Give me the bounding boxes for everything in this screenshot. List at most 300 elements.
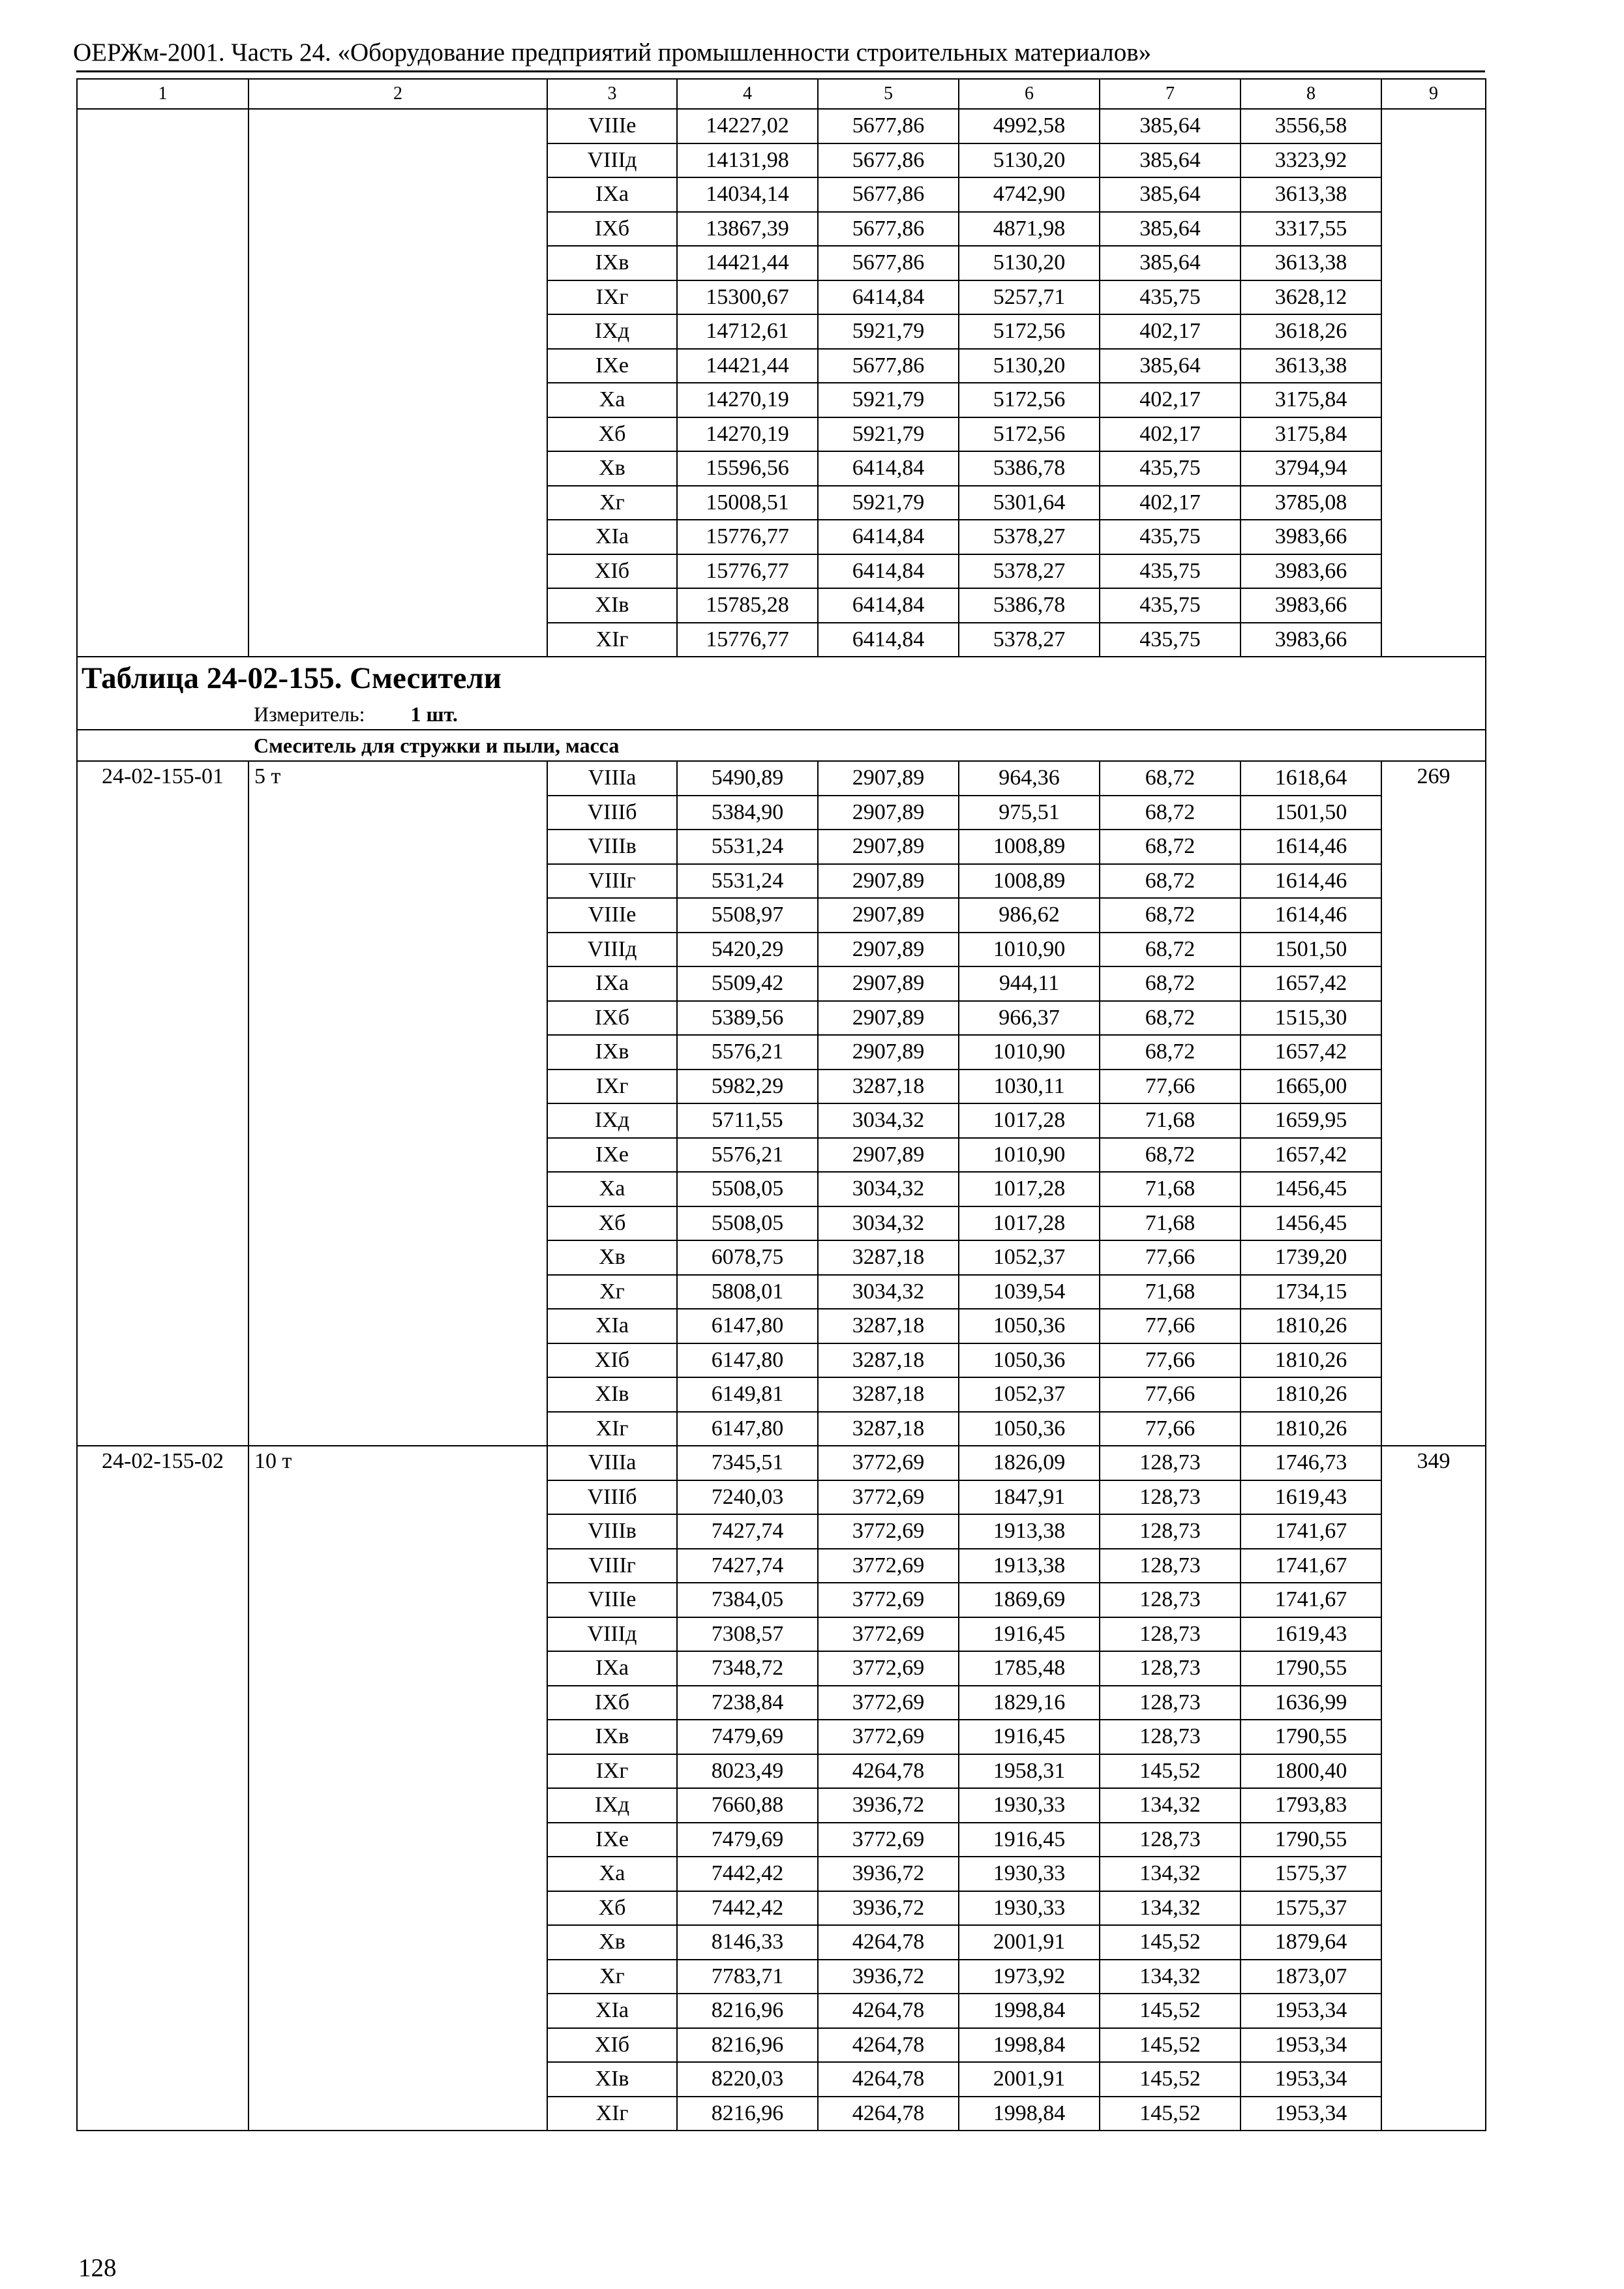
table-cell: 1790,55	[1241, 1651, 1381, 1686]
table-cell: 2907,89	[818, 796, 959, 830]
table-cell: 2907,89	[818, 1138, 959, 1173]
table-cell: 68,72	[1100, 830, 1241, 864]
table-cell: 435,75	[1100, 451, 1241, 486]
table-cell: 68,72	[1100, 796, 1241, 830]
table-cell: 3772,69	[818, 1686, 959, 1720]
table-cell: Xг	[547, 1275, 677, 1309]
table-cell: 1017,28	[959, 1172, 1100, 1206]
table-cell: 3794,94	[1241, 451, 1381, 486]
table-cell: 3556,58	[1241, 109, 1381, 143]
table-cell: 1873,07	[1241, 1960, 1381, 1994]
table-cell: VIIIв	[547, 830, 677, 864]
table-cell: 8216,96	[677, 2097, 818, 2131]
table-cell: VIIIб	[547, 796, 677, 830]
table-cell: 3772,69	[818, 1651, 959, 1686]
name-cell	[248, 109, 547, 657]
table-cell: 6147,80	[677, 1309, 818, 1343]
table-cell: 134,32	[1100, 1960, 1241, 1994]
table-cell: 5301,64	[959, 486, 1100, 520]
table-cell: 986,62	[959, 898, 1100, 933]
table-cell: 3772,69	[818, 1549, 959, 1583]
table-cell: 1050,36	[959, 1309, 1100, 1343]
table-cell: 3287,18	[818, 1343, 959, 1378]
table-cell: 402,17	[1100, 417, 1241, 452]
table-cell: 3628,12	[1241, 280, 1381, 315]
page-number: 128	[78, 2254, 117, 2282]
table-cell: 3983,66	[1241, 520, 1381, 554]
table-cell: 13867,39	[677, 212, 818, 247]
table-cell: XIв	[547, 2062, 677, 2097]
table-cell: 1800,40	[1241, 1754, 1381, 1789]
table-cell: Xв	[547, 1925, 677, 1960]
table-cell: 8216,96	[677, 2028, 818, 2063]
table-cell: IXв	[547, 246, 677, 280]
table-cell: 1515,30	[1241, 1001, 1381, 1036]
table-cell: 7384,05	[677, 1583, 818, 1617]
table-cell: 68,72	[1100, 966, 1241, 1001]
table-cell: IXe	[547, 349, 677, 383]
table-cell: 68,72	[1100, 1138, 1241, 1173]
table-cell: 7348,72	[677, 1651, 818, 1686]
table-cell: 1913,38	[959, 1514, 1100, 1549]
table-cell: IXв	[547, 1720, 677, 1754]
table-cell: 145,52	[1100, 1754, 1241, 1789]
table-cell: 68,72	[1100, 761, 1241, 796]
table-cell: 128,73	[1100, 1651, 1241, 1686]
table-cell: 1010,90	[959, 933, 1100, 967]
table-cell: 5172,56	[959, 314, 1100, 349]
unit-label: Измеритель:	[254, 702, 365, 726]
table-cell: XIa	[547, 520, 677, 554]
table-cell: XIг	[547, 2097, 677, 2131]
table-cell: 8146,33	[677, 1925, 818, 1960]
table-cell: 1741,67	[1241, 1514, 1381, 1549]
table-cell: 5508,97	[677, 898, 818, 933]
table-cell: 1456,45	[1241, 1206, 1381, 1241]
table-cell: 1039,54	[959, 1275, 1100, 1309]
table-cell: 71,68	[1100, 1103, 1241, 1138]
table-cell: 1930,33	[959, 1788, 1100, 1823]
table-cell: 5921,79	[818, 314, 959, 349]
table-cell: 1052,37	[959, 1240, 1100, 1275]
table-cell: 77,66	[1100, 1412, 1241, 1446]
table-cell: XIв	[547, 1377, 677, 1412]
table-cell: 7442,42	[677, 1891, 818, 1926]
table-cell: XIб	[547, 1343, 677, 1378]
table-cell: Xa	[547, 1857, 677, 1891]
table-cell: 435,75	[1100, 623, 1241, 657]
table-cell: 1619,43	[1241, 1480, 1381, 1515]
table-cell: 6147,80	[677, 1343, 818, 1378]
table-cell: 3613,38	[1241, 349, 1381, 383]
column-number-cell: 5	[818, 79, 959, 109]
table-cell: 134,32	[1100, 1788, 1241, 1823]
table-cell: 1741,67	[1241, 1549, 1381, 1583]
table-cell: 1916,45	[959, 1720, 1100, 1754]
table-body	[77, 79, 1486, 2131]
table-cell: 14270,19	[677, 383, 818, 417]
table-cell: VIIIa	[547, 1446, 677, 1480]
table-cell: 3287,18	[818, 1412, 959, 1446]
table-cell: VIIIa	[547, 761, 677, 796]
table-cell: 1614,46	[1241, 864, 1381, 899]
table-cell: 1665,00	[1241, 1070, 1381, 1104]
table-cell: 1659,95	[1241, 1103, 1381, 1138]
table-title: Таблица 24-02-155. Смесители	[77, 657, 1486, 699]
table-cell: XIв	[547, 588, 677, 623]
subtitle-row	[77, 730, 1486, 761]
table-cell: 3772,69	[818, 1720, 959, 1754]
page-header: ОЕРЖм-2001. Часть 24. «Оборудование предприятий промышленности строительных материалов»	[73, 38, 1152, 67]
table-cell: 5378,27	[959, 623, 1100, 657]
table-cell: 3936,72	[818, 1788, 959, 1823]
table-cell: 1998,84	[959, 1994, 1100, 2028]
table-cell: 1930,33	[959, 1891, 1100, 1926]
table-cell: 1010,90	[959, 1035, 1100, 1070]
table-cell: 3772,69	[818, 1446, 959, 1480]
table-cell: 3772,69	[818, 1617, 959, 1652]
table-cell: 145,52	[1100, 1925, 1241, 1960]
unit-cell	[77, 699, 1486, 730]
code-cell: 24-02-155-01	[77, 761, 248, 1446]
table-cell: 3287,18	[818, 1070, 959, 1104]
table-cell: 4264,78	[818, 2028, 959, 2063]
table-cell: IXг	[547, 1070, 677, 1104]
table-cell: 3034,32	[818, 1275, 959, 1309]
header-rule	[76, 70, 1485, 72]
table-cell: 128,73	[1100, 1514, 1241, 1549]
table-cell: 5982,29	[677, 1070, 818, 1104]
table-cell: 1618,64	[1241, 761, 1381, 796]
table-cell: 385,64	[1100, 143, 1241, 178]
table-cell: 77,66	[1100, 1309, 1241, 1343]
column-number-cell: 1	[77, 79, 248, 109]
table-cell: 14131,98	[677, 143, 818, 178]
table-cell: 5490,89	[677, 761, 818, 796]
table-cell: 3287,18	[818, 1240, 959, 1275]
table-cell: Xг	[547, 486, 677, 520]
table-cell: 1052,37	[959, 1377, 1100, 1412]
table-cell: 5378,27	[959, 520, 1100, 554]
table-cell: 77,66	[1100, 1343, 1241, 1378]
column-number-cell: 8	[1241, 79, 1381, 109]
table-cell: 3613,38	[1241, 246, 1381, 280]
table-cell: 128,73	[1100, 1480, 1241, 1515]
table-cell: 5576,21	[677, 1035, 818, 1070]
table-cell: 3936,72	[818, 1960, 959, 1994]
code-cell	[77, 109, 248, 657]
table-cell: 385,64	[1100, 109, 1241, 143]
table-cell: 3983,66	[1241, 588, 1381, 623]
table-cell: 1050,36	[959, 1343, 1100, 1378]
table-cell: 5921,79	[818, 417, 959, 452]
table-cell: 1636,99	[1241, 1686, 1381, 1720]
table-cell: 68,72	[1100, 1035, 1241, 1070]
table-cell: 964,36	[959, 761, 1100, 796]
table-cell: 1998,84	[959, 2097, 1100, 2131]
table-cell: 1810,26	[1241, 1343, 1381, 1378]
table-row	[77, 1446, 1486, 1480]
table-cell: 1829,16	[959, 1686, 1100, 1720]
table-cell: 1614,46	[1241, 830, 1381, 864]
column-number-cell: 2	[248, 79, 547, 109]
table-cell: 1657,42	[1241, 966, 1381, 1001]
table-cell: 1793,83	[1241, 1788, 1381, 1823]
table-cell: 7308,57	[677, 1617, 818, 1652]
table-cell: 7427,74	[677, 1514, 818, 1549]
table-cell: 435,75	[1100, 554, 1241, 589]
table-cell: XIб	[547, 554, 677, 589]
table-cell: 1869,69	[959, 1583, 1100, 1617]
table-cell: VIIIв	[547, 1514, 677, 1549]
table-cell: 6414,84	[818, 623, 959, 657]
table-cell: VIIIe	[547, 1583, 677, 1617]
table-cell: 71,68	[1100, 1275, 1241, 1309]
table-cell: 5386,78	[959, 451, 1100, 486]
table-cell: XIг	[547, 1412, 677, 1446]
table-cell: 15776,77	[677, 520, 818, 554]
table-cell: 77,66	[1100, 1377, 1241, 1412]
table-cell: 2001,91	[959, 1925, 1100, 1960]
table-cell: 1810,26	[1241, 1309, 1381, 1343]
table-cell: IXв	[547, 1035, 677, 1070]
table-cell: 1008,89	[959, 864, 1100, 899]
table-cell: 5257,71	[959, 280, 1100, 315]
table-cell: IXa	[547, 966, 677, 1001]
unit-value: 1 шт.	[410, 702, 458, 726]
table-cell: 14712,61	[677, 314, 818, 349]
table-cell: 1913,38	[959, 1549, 1100, 1583]
table-cell: 4992,58	[959, 109, 1100, 143]
table-cell: 1847,91	[959, 1480, 1100, 1515]
table-cell: 5130,20	[959, 143, 1100, 178]
table-cell: 3772,69	[818, 1514, 959, 1549]
table-cell: VIIIг	[547, 864, 677, 899]
table-cell: 7783,71	[677, 1960, 818, 1994]
table-cell: 3175,84	[1241, 383, 1381, 417]
table-cell: 15776,77	[677, 623, 818, 657]
table-cell: 128,73	[1100, 1446, 1241, 1480]
table-cell: 14270,19	[677, 417, 818, 452]
table-cell: 3936,72	[818, 1857, 959, 1891]
table-cell: 4264,78	[818, 1994, 959, 2028]
table-cell: 7442,42	[677, 1857, 818, 1891]
table-cell: 1501,50	[1241, 933, 1381, 967]
table-cell: 1017,28	[959, 1103, 1100, 1138]
table-cell: 6414,84	[818, 554, 959, 589]
table-cell: VIIIд	[547, 933, 677, 967]
table-cell: 5378,27	[959, 554, 1100, 589]
table-cell: 5711,55	[677, 1103, 818, 1138]
table-cell: 402,17	[1100, 486, 1241, 520]
table-cell: 5677,86	[818, 143, 959, 178]
table-cell: VIIIe	[547, 109, 677, 143]
table-cell: 1456,45	[1241, 1172, 1381, 1206]
table-cell: IXa	[547, 177, 677, 212]
table-cell: 1810,26	[1241, 1412, 1381, 1446]
table-cell: 3772,69	[818, 1583, 959, 1617]
table-cell: 944,11	[959, 966, 1100, 1001]
table-cell: Xб	[547, 1891, 677, 1926]
table-cell: 5172,56	[959, 383, 1100, 417]
table-cell: 145,52	[1100, 1994, 1241, 2028]
column-number-cell: 7	[1100, 79, 1241, 109]
table-cell: 5172,56	[959, 417, 1100, 452]
table-cell: 145,52	[1100, 2028, 1241, 2063]
table-cell: 1657,42	[1241, 1035, 1381, 1070]
unit-row	[77, 699, 1486, 730]
table-cell: 7427,74	[677, 1549, 818, 1583]
table-cell: 7238,84	[677, 1686, 818, 1720]
table-cell: 4871,98	[959, 212, 1100, 247]
table-cell: 3034,32	[818, 1172, 959, 1206]
table-cell: 71,68	[1100, 1172, 1241, 1206]
table-cell: 14034,14	[677, 177, 818, 212]
table-cell: 15785,28	[677, 588, 818, 623]
table-cell: 3287,18	[818, 1309, 959, 1343]
table-cell: 3772,69	[818, 1480, 959, 1515]
table-cell: 145,52	[1100, 2097, 1241, 2131]
table-cell: 1958,31	[959, 1754, 1100, 1789]
table-cell: 6414,84	[818, 520, 959, 554]
table-cell: 1953,34	[1241, 1994, 1381, 2028]
table-cell: VIIIб	[547, 1480, 677, 1515]
table-cell: 1741,67	[1241, 1583, 1381, 1617]
table-cell: 14421,44	[677, 349, 818, 383]
table-cell: 128,73	[1100, 1720, 1241, 1754]
table-cell: 8023,49	[677, 1754, 818, 1789]
table-cell: 3785,08	[1241, 486, 1381, 520]
table-cell: 4264,78	[818, 1754, 959, 1789]
table-cell: 6414,84	[818, 451, 959, 486]
table-cell: 3323,92	[1241, 143, 1381, 178]
table-cell: 128,73	[1100, 1549, 1241, 1583]
table-cell: 15776,77	[677, 554, 818, 589]
table-cell: 2907,89	[818, 864, 959, 899]
table-cell: 77,66	[1100, 1070, 1241, 1104]
table-cell: 975,51	[959, 796, 1100, 830]
col9-cell: 349	[1381, 1446, 1486, 2131]
table-subtitle: Смеситель для стружки и пыли, масса	[77, 730, 1486, 761]
table-cell: 5386,78	[959, 588, 1100, 623]
table-cell: 385,64	[1100, 246, 1241, 280]
table-cell: 15300,67	[677, 280, 818, 315]
table-cell: IXг	[547, 280, 677, 315]
table-cell: 5677,86	[818, 212, 959, 247]
table-cell: 7479,69	[677, 1823, 818, 1857]
table-cell: 1790,55	[1241, 1823, 1381, 1857]
table-cell: 1739,20	[1241, 1240, 1381, 1275]
table-cell: XIб	[547, 2028, 677, 2063]
table-cell: 134,32	[1100, 1857, 1241, 1891]
table-cell: 1657,42	[1241, 1138, 1381, 1173]
table-cell: 2907,89	[818, 1035, 959, 1070]
table-cell: 5921,79	[818, 486, 959, 520]
table-cell: 1879,64	[1241, 1925, 1381, 1960]
table-cell: IXб	[547, 212, 677, 247]
table-cell: IXг	[547, 1754, 677, 1789]
table-cell: 7660,88	[677, 1788, 818, 1823]
table-cell: 4264,78	[818, 2097, 959, 2131]
table-cell: 1030,11	[959, 1070, 1100, 1104]
table-cell: 1953,34	[1241, 2097, 1381, 2131]
table-cell: 3034,32	[818, 1103, 959, 1138]
table-cell: 6078,75	[677, 1240, 818, 1275]
table-cell: 4264,78	[818, 2062, 959, 2097]
table-cell: 5508,05	[677, 1172, 818, 1206]
table-cell: 68,72	[1100, 1001, 1241, 1036]
column-number-cell: 4	[677, 79, 818, 109]
table-cell: 1010,90	[959, 1138, 1100, 1173]
table-cell: Xв	[547, 1240, 677, 1275]
table-cell: VIIIд	[547, 143, 677, 178]
table-cell: 7345,51	[677, 1446, 818, 1480]
table-cell: 1785,48	[959, 1651, 1100, 1686]
table-cell: IXб	[547, 1001, 677, 1036]
table-cell: 77,66	[1100, 1240, 1241, 1275]
table-cell: 4264,78	[818, 1925, 959, 1960]
table-cell: 5576,21	[677, 1138, 818, 1173]
table-cell: 71,68	[1100, 1206, 1241, 1241]
table-cell: 385,64	[1100, 212, 1241, 247]
table-cell: 128,73	[1100, 1686, 1241, 1720]
table-cell: Xг	[547, 1960, 677, 1994]
table-cell: 6414,84	[818, 588, 959, 623]
table-cell: 1810,26	[1241, 1377, 1381, 1412]
table-cell: 2907,89	[818, 1001, 959, 1036]
table-cell: 5130,20	[959, 246, 1100, 280]
table-cell: 14227,02	[677, 109, 818, 143]
table-cell: 5677,86	[818, 177, 959, 212]
table-cell: 5384,90	[677, 796, 818, 830]
table-cell: 128,73	[1100, 1823, 1241, 1857]
table-cell: 966,37	[959, 1001, 1100, 1036]
table-row	[77, 761, 1486, 796]
table-cell: 5508,05	[677, 1206, 818, 1241]
table-cell: 7479,69	[677, 1720, 818, 1754]
table-cell: 5531,24	[677, 864, 818, 899]
table-cell: 3936,72	[818, 1891, 959, 1926]
table-cell: 3618,26	[1241, 314, 1381, 349]
table-cell: 128,73	[1100, 1617, 1241, 1652]
table-cell: 3983,66	[1241, 623, 1381, 657]
table-cell: 134,32	[1100, 1891, 1241, 1926]
table-cell: IXe	[547, 1138, 677, 1173]
table-cell: 435,75	[1100, 280, 1241, 315]
table-cell: 1826,09	[959, 1446, 1100, 1480]
table-cell: 3287,18	[818, 1377, 959, 1412]
table-cell: Xв	[547, 451, 677, 486]
name-cell: 5 т	[248, 761, 547, 1446]
table-row	[77, 109, 1486, 143]
table-cell: 15008,51	[677, 486, 818, 520]
table-cell: 5509,42	[677, 966, 818, 1001]
table-cell: XIa	[547, 1309, 677, 1343]
table-cell: 15596,56	[677, 451, 818, 486]
table-cell: 2907,89	[818, 966, 959, 1001]
table-cell: 402,17	[1100, 383, 1241, 417]
table-cell: 1916,45	[959, 1823, 1100, 1857]
table-cell: 1953,34	[1241, 2062, 1381, 2097]
price-table	[76, 78, 1486, 2131]
table-cell: 5420,29	[677, 933, 818, 967]
table-cell: Xб	[547, 1206, 677, 1241]
table-cell: 3613,38	[1241, 177, 1381, 212]
table-cell: 145,52	[1100, 2062, 1241, 2097]
table-cell: 1953,34	[1241, 2028, 1381, 2063]
table-cell: IXд	[547, 1103, 677, 1138]
table-cell: 68,72	[1100, 864, 1241, 899]
